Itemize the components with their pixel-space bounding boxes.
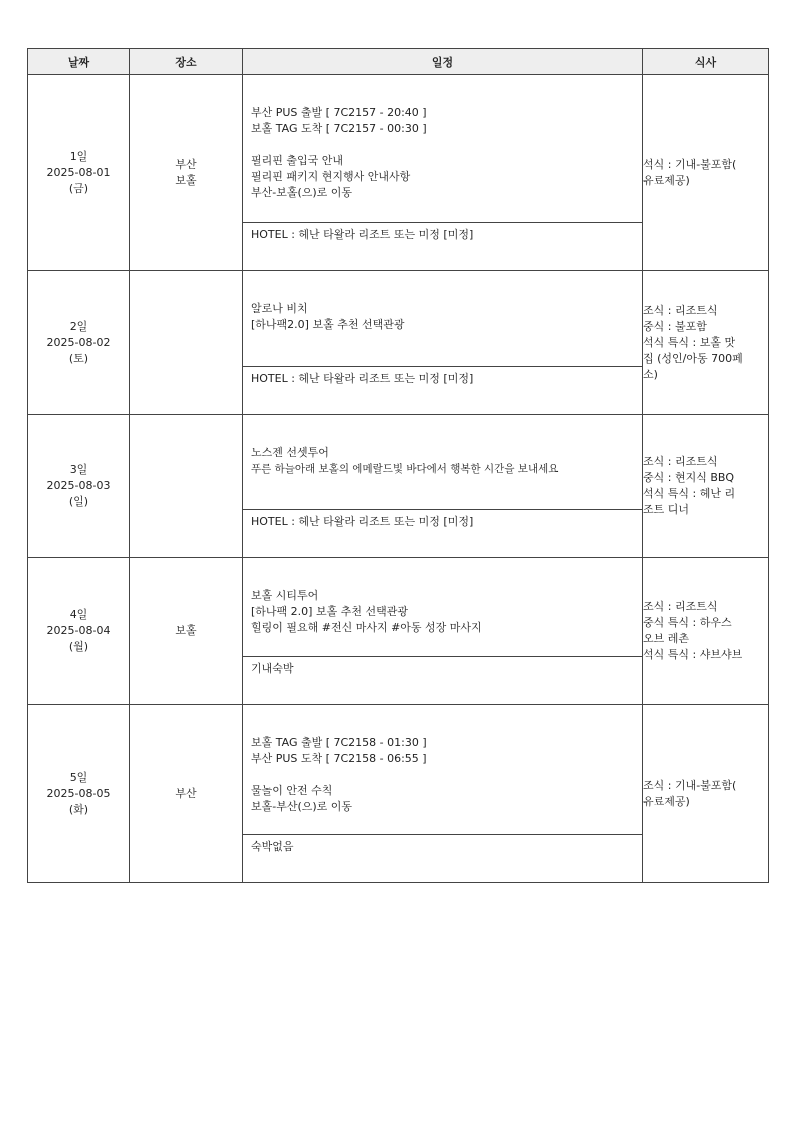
hotel-info: 기내숙박	[251, 661, 294, 675]
activity-line: 알로나 비치	[251, 301, 308, 315]
itinerary-table	[27, 48, 769, 883]
day-number: 5일	[69, 770, 88, 784]
meal-line: 조식 : 리조트식	[643, 455, 718, 468]
activity-line: 물놀이 안전 수칙	[251, 783, 333, 797]
activity-line: 부산 PUS 출발 [ 7C2157 - 20:40 ]	[251, 105, 427, 119]
meal-line: 조식 : 기내-불포함(	[643, 778, 737, 792]
meal-line: 조식 : 리조트식	[643, 600, 718, 613]
meal-cell	[643, 558, 769, 705]
place-name: 보홀	[175, 624, 197, 637]
day-weekday: (월)	[68, 640, 89, 653]
activity-line: 필리핀 출입국 안내	[251, 153, 344, 167]
meal-line: 조트 디너	[643, 503, 690, 516]
schedule-cell	[243, 271, 643, 415]
activity-line: 보홀 TAG 도착 [ 7C2157 - 00:30 ]	[251, 121, 427, 135]
day-date: 2025-08-05	[46, 786, 111, 800]
activity-block	[243, 582, 642, 657]
meal-line: 조식 : 리조트식	[643, 303, 718, 317]
activity-line: 보홀-부산(으)로 이동	[251, 799, 353, 813]
schedule-cell	[243, 558, 643, 705]
place-cell	[130, 271, 243, 415]
place-cell	[130, 705, 243, 883]
meal-cell	[643, 705, 769, 883]
date-cell	[28, 271, 130, 415]
date-cell	[28, 558, 130, 705]
meal-line: 유료제공)	[643, 173, 690, 187]
activity-line: 부산 PUS 도착 [ 7C2158 - 06:55 ]	[251, 751, 427, 765]
place-name: 부산	[175, 157, 197, 171]
meal-line: 석식 특식 : 샤브샤브	[643, 648, 743, 661]
schedule-cell	[243, 705, 643, 883]
schedule-cell	[243, 415, 643, 558]
meal-line: 석식 : 기내-불포함(	[643, 157, 737, 171]
day-date: 2025-08-04	[46, 624, 111, 637]
day-number: 3일	[69, 463, 88, 476]
meal-cell	[643, 415, 769, 558]
place-cell	[130, 75, 243, 271]
day-weekday: (화)	[68, 802, 89, 816]
place-name: 부산	[175, 786, 197, 800]
activity-line: 푸른 하늘아래 보홀의 에메랄드빛 바다에서 행복한 시간을 보내세요	[251, 462, 559, 475]
place-cell	[130, 558, 243, 705]
activity-line: 보홀 시티투어	[251, 588, 319, 602]
day-number: 1일	[69, 149, 88, 163]
place-name: 보홀	[175, 173, 197, 187]
day-number: 2일	[69, 319, 88, 333]
activity-line: 힐링이 필요해 #전신 마사지 #아동 성장 마사지	[251, 620, 482, 634]
header-meal: 식사	[643, 49, 769, 75]
header-row	[28, 49, 769, 75]
meal-cell	[643, 75, 769, 271]
day-weekday: (일)	[68, 495, 89, 508]
place-cell	[130, 415, 243, 558]
activity-block	[243, 99, 642, 223]
meal-line: 중식 : 현지식 BBQ	[643, 471, 735, 484]
day-row	[28, 271, 769, 415]
day-row	[28, 415, 769, 558]
hotel-info: 숙박없음	[251, 839, 294, 853]
meal-line: 석식 특식 : 헤난 리	[643, 487, 736, 500]
day-row	[28, 705, 769, 883]
hotel-info: HOTEL : 헤난 타왈라 리조트 또는 미정 [미정]	[251, 514, 474, 528]
activity-line	[251, 137, 634, 153]
date-cell	[28, 75, 130, 271]
date-cell	[28, 705, 130, 883]
day-weekday: (토)	[68, 351, 89, 365]
day-row	[28, 558, 769, 705]
meal-line: 소)	[643, 367, 658, 381]
hotel-info: HOTEL : 헤난 타왈라 리조트 또는 미정 [미정]	[251, 227, 474, 241]
day-date: 2025-08-03	[46, 479, 111, 492]
activity-block	[243, 439, 642, 510]
activity-block	[243, 729, 642, 835]
activity-block	[243, 295, 642, 367]
meal-line: 유료제공)	[643, 794, 690, 808]
activity-line	[251, 767, 634, 783]
hotel-info: HOTEL : 헤난 타왈라 리조트 또는 미정 [미정]	[251, 371, 474, 385]
meal-line: 집 (성인/아동 700페	[643, 351, 743, 365]
activity-line: [하나팩2.0] 보홀 추천 선택관광	[251, 317, 405, 331]
activity-line: [하나팩 2.0] 보홀 추천 선택관광	[251, 604, 408, 618]
meal-line: 석식 특식 : 보홀 맛	[643, 335, 736, 349]
day-date: 2025-08-02	[46, 335, 111, 349]
activity-line: 노스젠 선셋투어	[251, 445, 329, 459]
schedule-cell	[243, 75, 643, 271]
meal-cell	[643, 271, 769, 415]
activity-line: 부산-보홀(으)로 이동	[251, 185, 353, 199]
meal-line: 중식 특식 : 하우스	[643, 616, 732, 629]
day-row	[28, 75, 769, 271]
day-number: 4일	[69, 608, 88, 621]
meal-line: 오브 레촌	[643, 632, 690, 645]
day-weekday: (금)	[68, 181, 89, 195]
meal-line: 중식 : 불포함	[643, 319, 707, 333]
activity-line: 필리핀 패키지 현지행사 안내사항	[251, 169, 411, 183]
day-date: 2025-08-01	[46, 165, 111, 179]
header-date: 날짜	[28, 49, 130, 75]
date-cell	[28, 415, 130, 558]
header-schedule: 일정	[243, 49, 643, 75]
header-place: 장소	[130, 49, 243, 75]
activity-line: 보홀 TAG 출발 [ 7C2158 - 01:30 ]	[251, 735, 427, 749]
